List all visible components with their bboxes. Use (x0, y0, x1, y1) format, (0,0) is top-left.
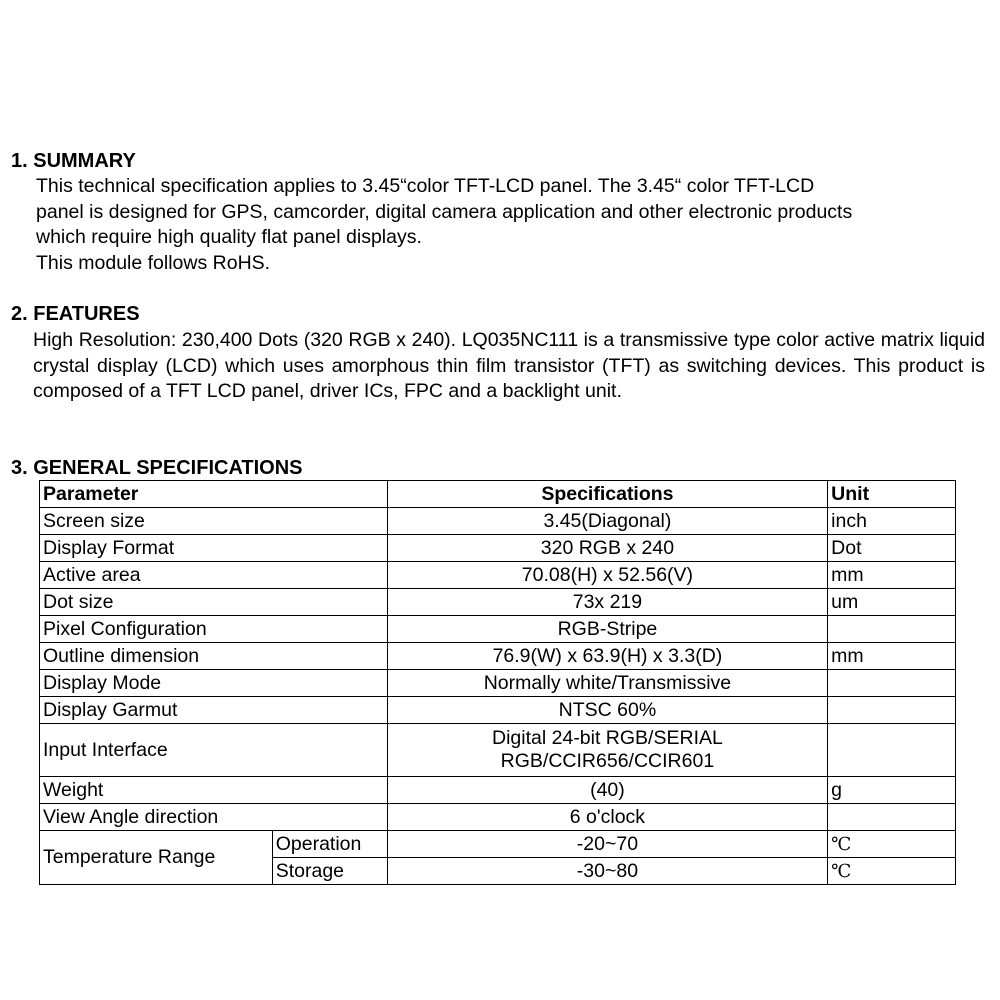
celsius-symbol: ℃ (831, 860, 852, 882)
parameter-cell: Weight (40, 777, 388, 804)
value-cell: (40) (387, 777, 828, 804)
summary-line: This technical specification applies to 3.45“color TFT-LCD panel. The 3.45“ color TFT-LCD (36, 175, 815, 197)
table-row (40, 724, 956, 777)
unit-cell (828, 724, 956, 777)
summary-heading: 1. SUMMARY (11, 150, 136, 172)
general-specifications-table (39, 480, 956, 885)
summary-line: This module follows RoHS. (36, 252, 271, 275)
unit-cell (828, 804, 956, 831)
unit-cell (828, 670, 956, 697)
value-cell: 73x 219 (387, 589, 828, 616)
table-row (40, 508, 956, 535)
value-cell: 320 RGB x 240 (387, 535, 828, 562)
unit-cell: um (828, 589, 956, 616)
unit-cell: g (828, 777, 956, 804)
header-parameter: Parameter (40, 481, 388, 508)
value-cell: RGB-Stripe (387, 616, 828, 643)
parameter-cell: Pixel Configuration (40, 616, 388, 643)
unit-cell: mm (828, 643, 956, 670)
parameter-cell: Temperature Range (40, 831, 273, 885)
unit-cell: inch (828, 508, 956, 535)
sub-parameter-cell: Storage (272, 858, 387, 885)
parameter-cell: Active area (40, 562, 388, 589)
features-heading: 2. FEATURES (11, 303, 140, 325)
table-row (40, 589, 956, 616)
value-cell: -20~70 (387, 831, 828, 858)
unit-cell (828, 831, 956, 858)
table-row (40, 697, 956, 724)
specs-heading: 3. GENERAL SPECIFICATIONS (11, 457, 303, 479)
parameter-cell: Dot size (40, 589, 388, 616)
value-line: RGB/CCIR656/CCIR601 (500, 750, 715, 772)
table-row (40, 535, 956, 562)
table-row (40, 804, 956, 831)
header-unit: Unit (828, 481, 956, 508)
value-cell: NTSC 60% (387, 697, 828, 724)
table-row (40, 616, 956, 643)
features-paragraph: High Resolution: 230,400 Dots (320 RGB x 240). LQ035NC111 is a transmissive type color active matrix liquid crystal display (LCD) which uses amorphous thin film transistor (TFT) as switching devices. This product is composed of a TFT LCD panel, driver ICs, FPC and a backlight unit. (33, 329, 985, 403)
header-specifications: Specifications (387, 481, 828, 508)
parameter-cell: Screen size (40, 508, 388, 535)
summary-line: panel is designed for GPS, camcorder, digital camera application and other electronic products (36, 200, 853, 223)
unit-cell (828, 697, 956, 724)
table-row (40, 831, 956, 858)
parameter-cell: Display Garmut (40, 697, 388, 724)
table-row (40, 562, 956, 589)
value-cell (387, 724, 828, 777)
parameter-cell: Display Format (40, 535, 388, 562)
parameter-cell: Input Interface (40, 724, 388, 777)
value-line: Digital 24-bit RGB/SERIAL (492, 727, 723, 749)
value-cell: 70.08(H) x 52.56(V) (387, 562, 828, 589)
table-row (40, 670, 956, 697)
value-cell: 3.45(Diagonal) (387, 508, 828, 535)
unit-cell (828, 616, 956, 643)
sub-parameter-cell: Operation (272, 831, 387, 858)
unit-cell (828, 858, 956, 885)
table-row (40, 777, 956, 804)
parameter-cell: Outline dimension (40, 643, 388, 670)
celsius-symbol: ℃ (831, 833, 852, 855)
unit-cell: Dot (828, 535, 956, 562)
table-row (40, 643, 956, 670)
parameter-cell: Display Mode (40, 670, 388, 697)
summary-paragraph (36, 174, 986, 277)
summary-line: which require high quality flat panel displays. (36, 226, 422, 249)
value-cell: Normally white/Transmissive (387, 670, 828, 697)
value-cell: 76.9(W) x 63.9(H) x 3.3(D) (387, 643, 828, 670)
parameter-cell: View Angle direction (40, 804, 388, 831)
value-cell: 6 o'clock (387, 804, 828, 831)
unit-cell: mm (828, 562, 956, 589)
value-cell: -30~80 (387, 858, 828, 885)
table-header-row (40, 481, 956, 508)
